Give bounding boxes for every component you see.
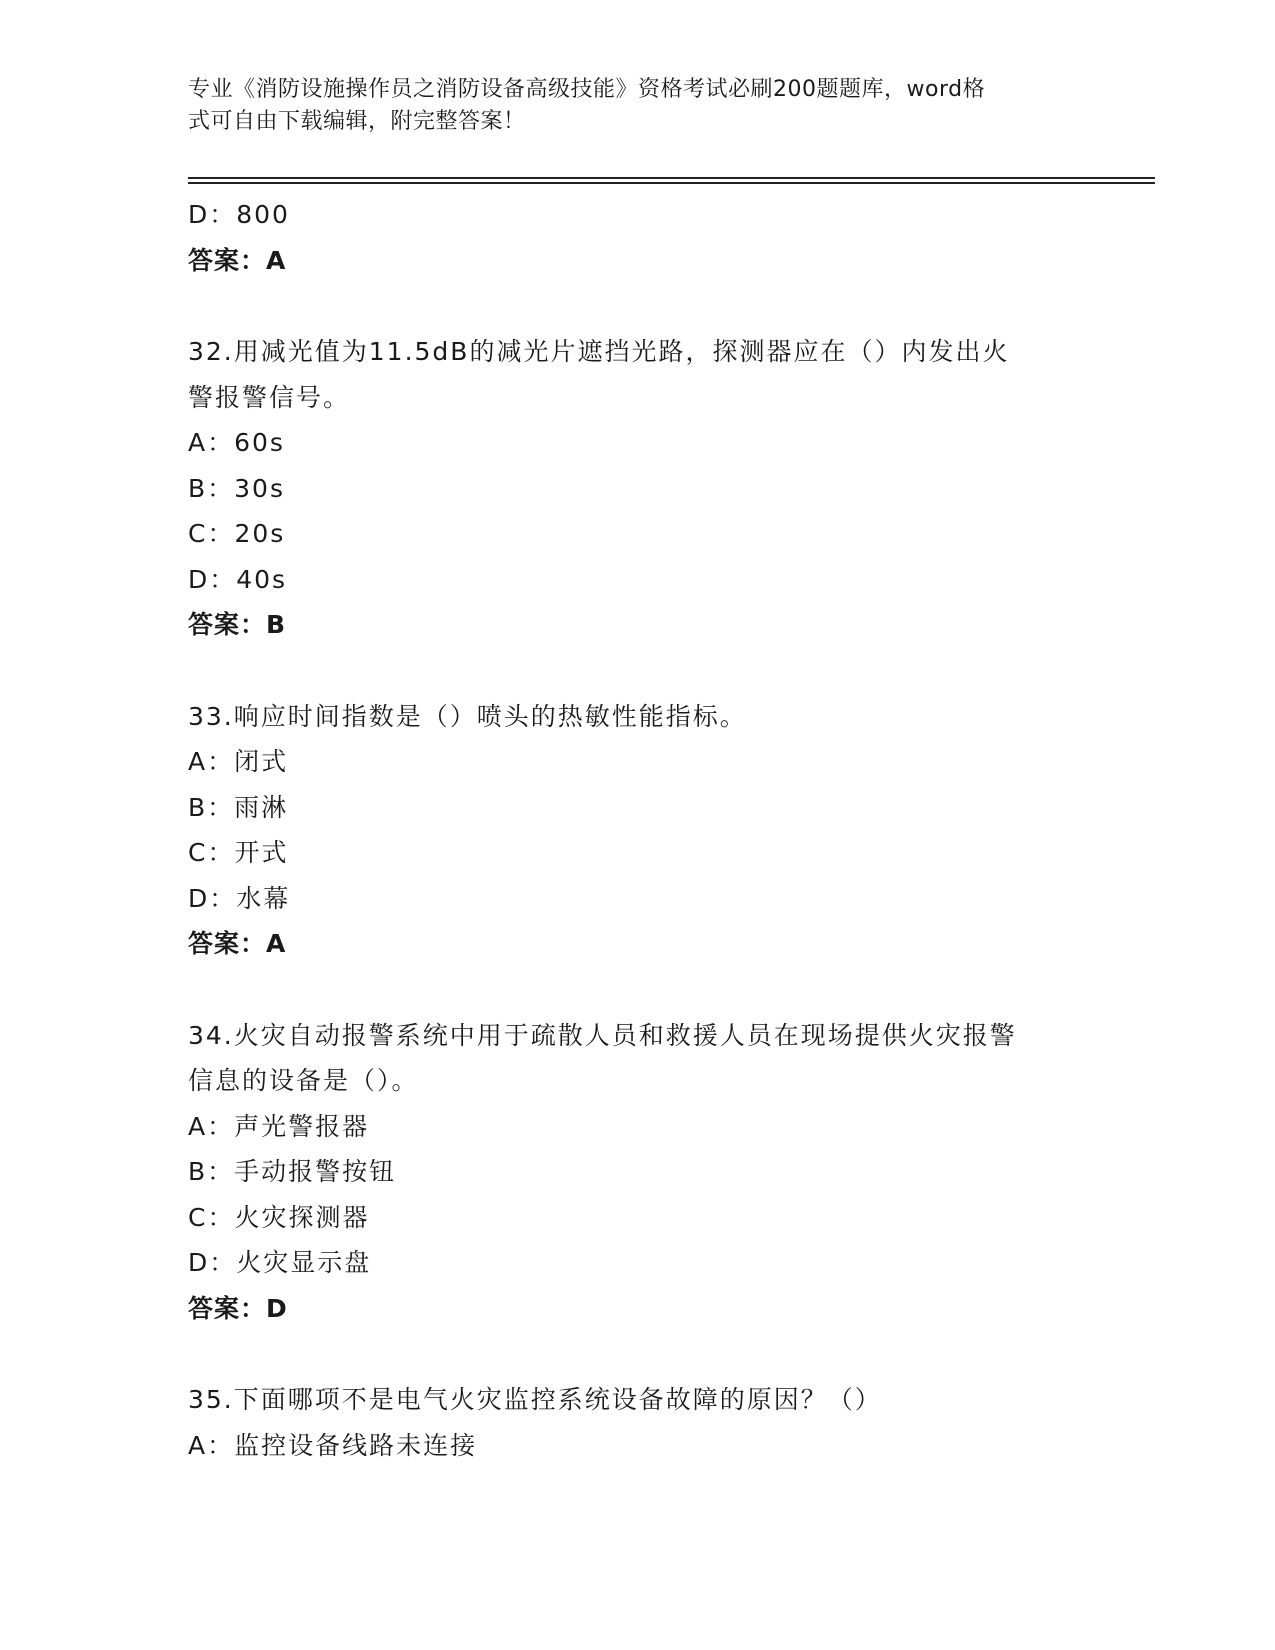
question-text-line: 警报警信号。 [188,382,351,412]
question-text-line: 34.火灾自动报警系统中用于疏散人员和救援人员在现场提供火灾报警 [188,1020,1017,1050]
answer: 答案：A [188,245,287,275]
spacer [188,283,1088,329]
option-b: B：雨淋 [188,792,289,822]
option-d: D：40s [188,564,288,594]
option-a: A：闭式 [188,747,289,776]
option-c: C：开式 [188,838,289,867]
option-b: B：手动报警按钮 [188,1157,397,1186]
question-text-line: 32.用减光值为11.5dB的减光片遮挡光路，探测器应在（）内发出火 [188,337,1010,366]
header-divider-top [188,177,1155,179]
question-content [188,192,1088,1468]
question-text-line: 35.下面哪项不是电气火灾监控系统设备故障的原因？（） [188,1385,882,1414]
question-text-line: 33.响应时间指数是（）喷头的热敏性能指标。 [188,701,747,731]
answer: 答案：B [188,610,287,639]
option-a: A：60s [188,428,285,457]
option-d: D：水幕 [188,883,291,913]
spacer [188,967,1088,1013]
document-header [188,74,1068,138]
question-33 [188,694,1088,967]
spacer [188,648,1088,694]
answer: 答案：D [188,1293,288,1323]
question-35 [188,1377,1088,1468]
question-34 [188,1013,1088,1332]
spacer [188,1331,1088,1377]
option-a: A：监控设备线路未连接 [188,1430,478,1460]
option-d: D：火灾显示盘 [188,1248,372,1277]
option-d: D：800 [188,200,290,229]
option-a: A：声光警报器 [188,1111,370,1141]
header-divider-bottom [188,182,1155,184]
header-line-2: 式可自由下载编辑，附完整答案！ [188,109,526,134]
header-line-1: 专业《消防设施操作员之消防设备高级技能》资格考试必刷200题题库，word格 [188,77,986,102]
option-c: C：火灾探测器 [188,1202,370,1232]
option-b: B：30s [188,473,285,503]
question-32 [188,329,1088,648]
answer: 答案：A [188,929,287,958]
option-c: C：20s [188,519,286,548]
question-text-line: 信息的设备是（）。 [188,1066,419,1095]
